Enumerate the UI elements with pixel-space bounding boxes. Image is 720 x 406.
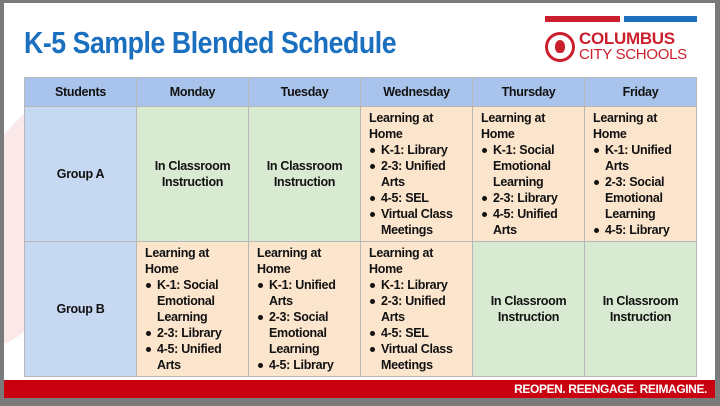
list-item: 4-5: Library	[593, 222, 692, 238]
list-item: Virtual Class Meetings	[369, 341, 468, 373]
slide	[4, 3, 715, 398]
apple-logo-icon	[545, 32, 575, 62]
list-item: 2-3: Social Emotional Learning	[257, 309, 356, 357]
column-header: Monday	[137, 78, 249, 107]
cell-heading: Learning at Home	[369, 246, 434, 276]
list-item: K-1: Social Emotional Learning	[145, 277, 244, 325]
classroom-cell: In Classroom Instruction	[249, 107, 361, 242]
home-cell	[473, 107, 585, 242]
footer-slogan: REOPEN. REENGAGE. REIMAGINE.	[514, 382, 707, 396]
list-item: Virtual Class Meetings	[369, 206, 468, 238]
classroom-cell: In Classroom Instruction	[585, 242, 697, 377]
home-cell	[361, 242, 473, 377]
column-header: Tuesday	[249, 78, 361, 107]
home-cell	[137, 242, 249, 377]
cell-heading: Learning at Home	[145, 246, 210, 276]
column-header: Wednesday	[361, 78, 473, 107]
list-item: 4-5: Unified Arts	[145, 341, 244, 373]
logo-blue-bar	[624, 16, 697, 22]
table-row	[25, 107, 697, 242]
column-header: Thursday	[473, 78, 585, 107]
activity-list	[481, 142, 580, 238]
classroom-cell: In Classroom Instruction	[473, 242, 585, 377]
activity-list	[369, 277, 468, 373]
logo-red-bar	[545, 16, 620, 22]
list-item: 4-5: Library	[257, 357, 356, 373]
activity-list	[369, 142, 468, 238]
home-cell	[585, 107, 697, 242]
logo-line2: CITY SCHOOLS	[579, 46, 687, 63]
list-item: K-1: Social Emotional Learning	[481, 142, 580, 190]
cell-heading: Learning at Home	[481, 111, 546, 141]
list-item: K-1: Library	[369, 142, 468, 158]
list-item: 4-5: SEL	[369, 325, 468, 341]
group-label: Group A	[25, 107, 137, 242]
list-item: K-1: Unified Arts	[257, 277, 356, 309]
activity-list	[593, 142, 692, 238]
group-label: Group B	[25, 242, 137, 377]
list-item: 2-3: Unified Arts	[369, 293, 468, 325]
list-item: K-1: Unified Arts	[593, 142, 692, 174]
activity-list	[257, 277, 356, 373]
list-item: 2-3: Library	[481, 190, 580, 206]
home-cell	[361, 107, 473, 242]
cell-heading: Learning at Home	[257, 246, 322, 276]
column-header: Friday	[585, 78, 697, 107]
list-item: 2-3: Social Emotional Learning	[593, 174, 692, 222]
list-item: K-1: Library	[369, 277, 468, 293]
list-item: 2-3: Library	[145, 325, 244, 341]
footer-bar	[4, 380, 715, 398]
activity-list	[145, 277, 244, 373]
column-header: Students	[25, 78, 137, 107]
list-item: 4-5: SEL	[369, 190, 468, 206]
page-title: K-5 Sample Blended Schedule	[24, 25, 397, 60]
logo-line1: COLUMBUS	[579, 29, 675, 48]
cell-heading: Learning at Home	[369, 111, 434, 141]
list-item: 4-5: Unified Arts	[481, 206, 580, 238]
schedule-table	[24, 77, 697, 377]
classroom-cell: In Classroom Instruction	[137, 107, 249, 242]
cell-heading: Learning at Home	[593, 111, 658, 141]
list-item: 2-3: Unified Arts	[369, 158, 468, 190]
table-row	[25, 242, 697, 377]
logo	[545, 31, 687, 63]
home-cell	[249, 242, 361, 377]
